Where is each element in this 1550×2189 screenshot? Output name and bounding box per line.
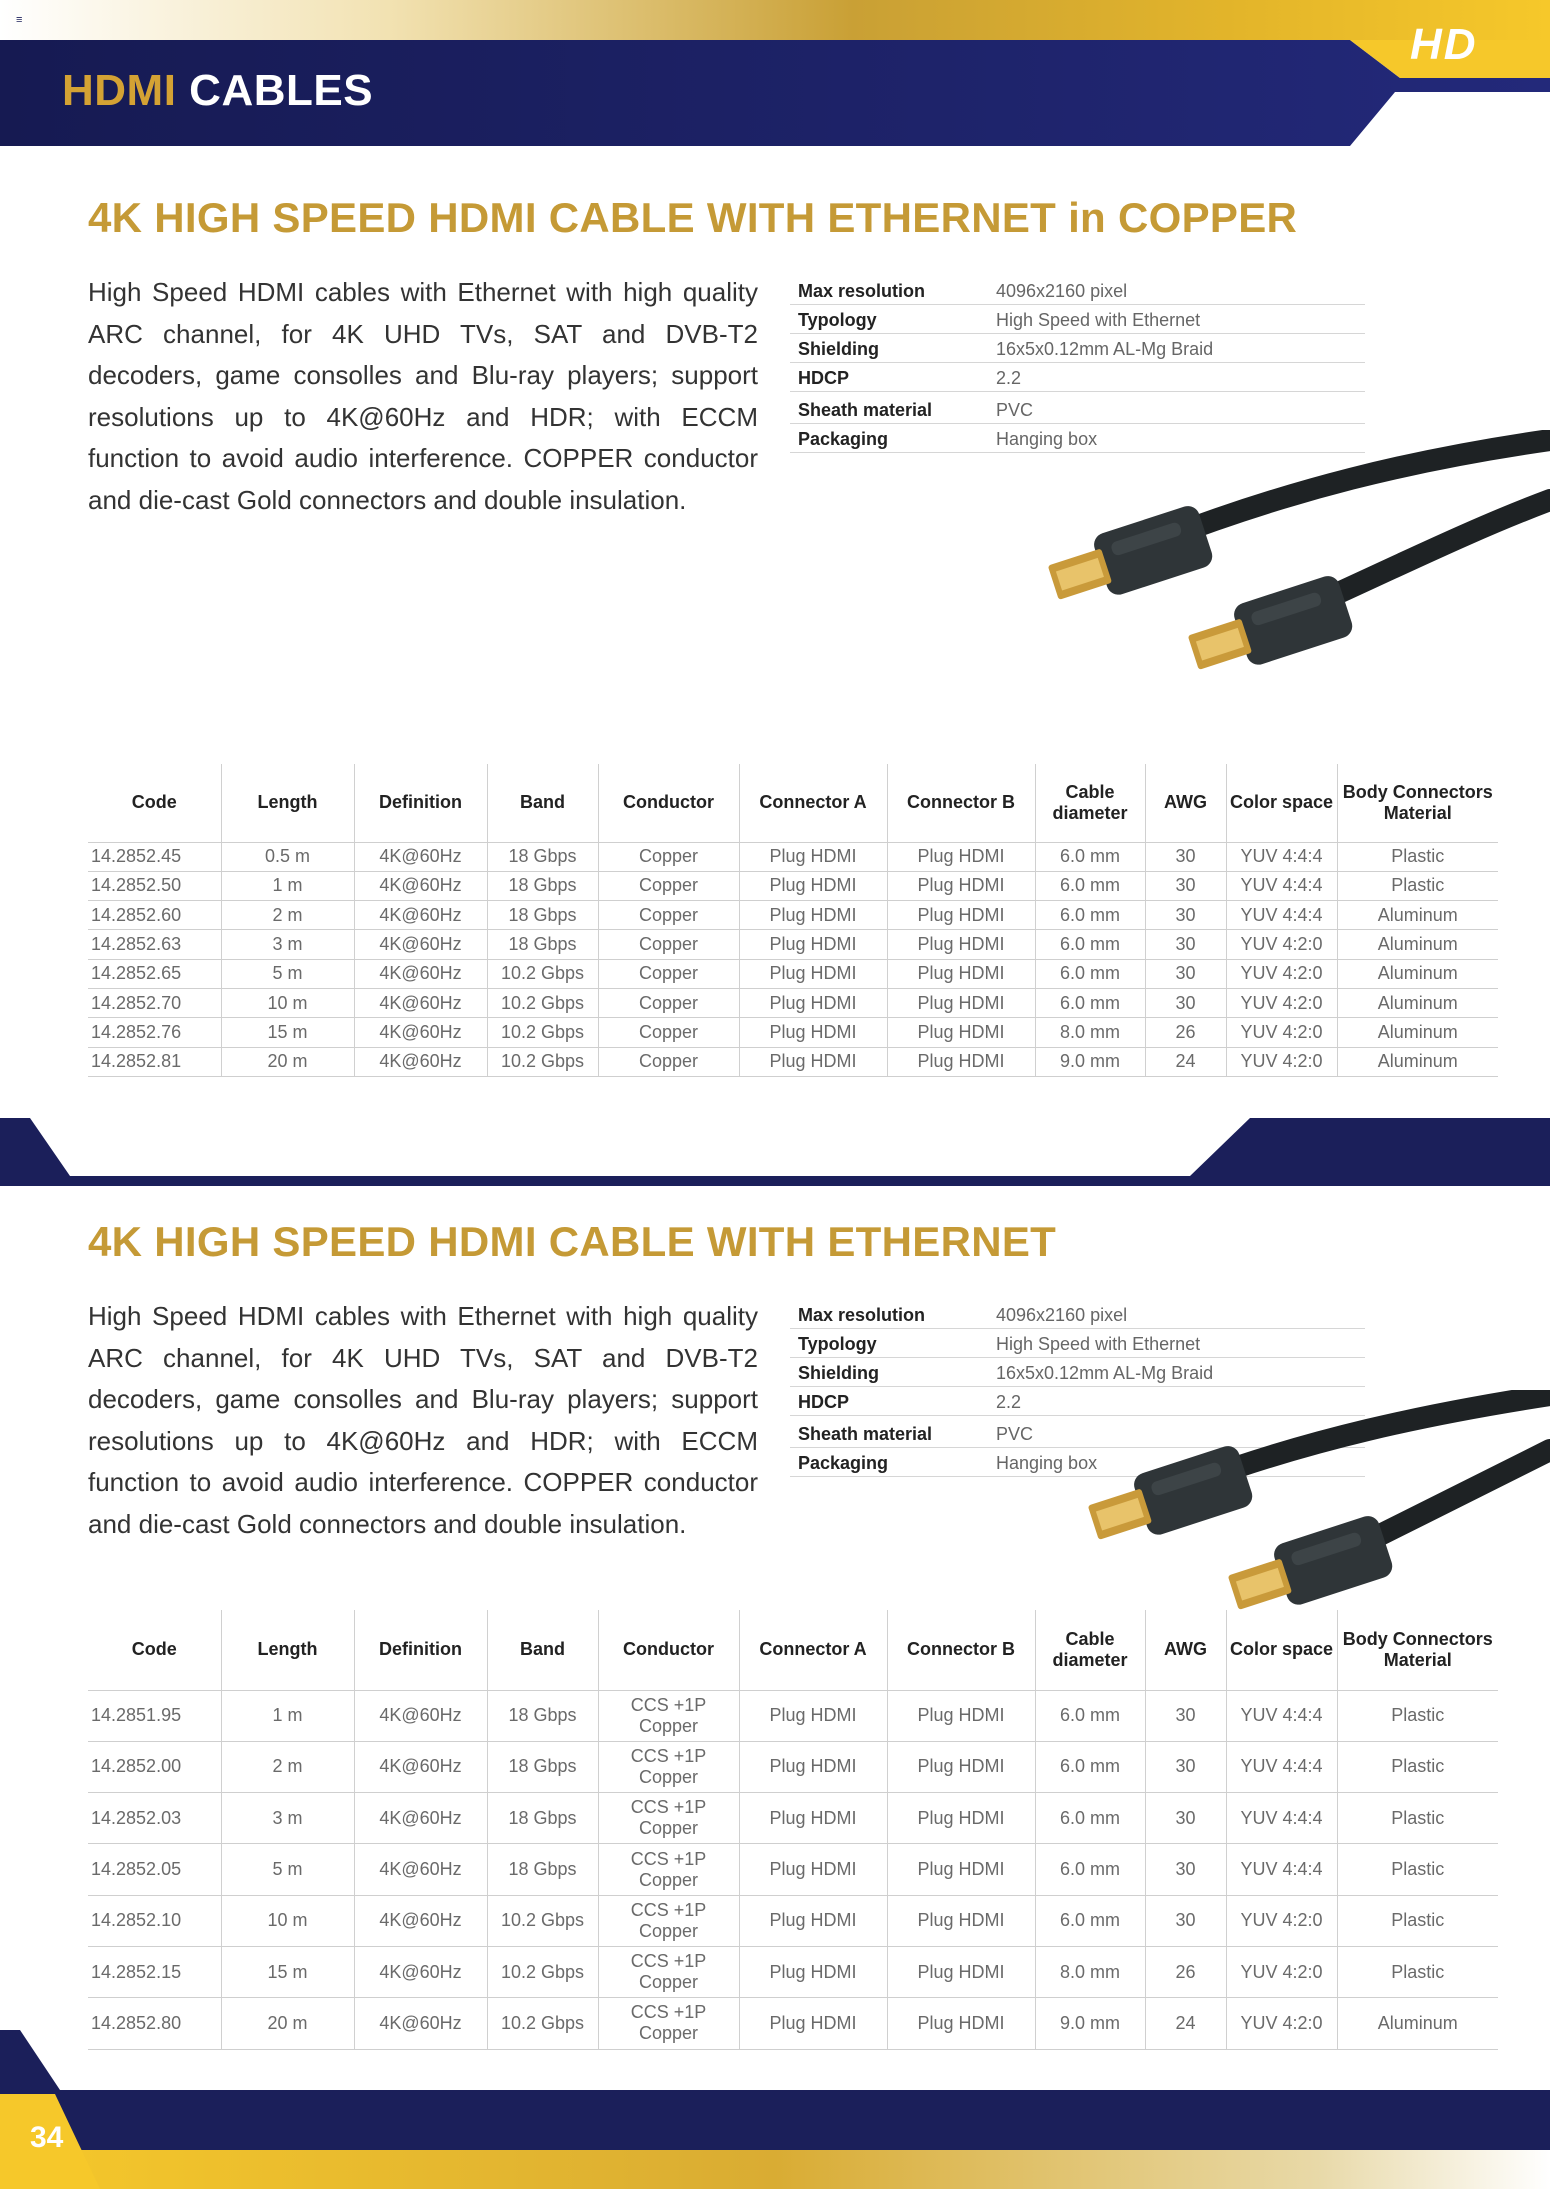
table-cell: 6.0 mm xyxy=(1035,901,1145,930)
table-cell: 14.2852.05 xyxy=(88,1844,221,1895)
table-cell: Plug HDMI xyxy=(739,1047,887,1076)
table-cell: 10.2 Gbps xyxy=(487,959,598,988)
column-header: Body Connectors Material xyxy=(1337,764,1498,842)
section-divider xyxy=(0,1118,1550,1186)
table-cell: 18 Gbps xyxy=(487,871,598,900)
table-cell: 10 m xyxy=(221,1895,354,1946)
table-cell: Plug HDMI xyxy=(739,1844,887,1895)
table-cell: 6.0 mm xyxy=(1035,1690,1145,1741)
spec-key: Shielding xyxy=(798,1363,879,1383)
table-cell: Plug HDMI xyxy=(739,871,887,900)
table-cell: 4K@60Hz xyxy=(354,988,487,1017)
table-cell: 30 xyxy=(1145,1895,1226,1946)
table-cell: 6.0 mm xyxy=(1035,988,1145,1017)
table-cell: 6.0 mm xyxy=(1035,1895,1145,1946)
table-cell: YUV 4:4:4 xyxy=(1226,871,1337,900)
table-cell: Plug HDMI xyxy=(887,1047,1035,1076)
table-cell: 5 m xyxy=(221,959,354,988)
product-description: High Speed HDMI cables with Ethernet with high quality ARC channel, for 4K UHD TVs, SAT and DVB-T2 decoders, game consolles and Blu-ray players; support resolutions up to 4K@60Hz and HDR; with ECCM function to avoid audio interference. COPPER conductor and die-cast Gold connectors and double insulation. xyxy=(88,277,758,515)
column-header: Cable diameter xyxy=(1035,1610,1145,1690)
table-cell: Aluminum xyxy=(1337,988,1498,1017)
spec-value: 4096x2160 pixel xyxy=(996,281,1128,301)
table-cell: 14.2852.45 xyxy=(88,842,221,871)
table-cell: YUV 4:2:0 xyxy=(1226,1946,1337,1997)
spec-value: 2.2 xyxy=(996,1392,1022,1412)
spec-row xyxy=(790,1329,1365,1358)
table-cell: 0.5 m xyxy=(221,842,354,871)
column-header: AWG xyxy=(1145,1610,1226,1690)
column-header: AWG xyxy=(1145,764,1226,842)
section-title: 4K HIGH SPEED HDMI CABLE WITH ETHERNET in COPPER xyxy=(88,194,1298,241)
spec-key: Typology xyxy=(798,1334,877,1354)
table-cell: 6.0 mm xyxy=(1035,871,1145,900)
table-cell: Copper xyxy=(598,959,739,988)
table-cell: 4K@60Hz xyxy=(354,1793,487,1844)
table-cell: Plug HDMI xyxy=(887,871,1035,900)
table-cell: 14.2852.81 xyxy=(88,1047,221,1076)
table-cell: Plug HDMI xyxy=(739,930,887,959)
table-cell: 26 xyxy=(1145,1946,1226,1997)
table-cell: 14.2852.80 xyxy=(88,1998,221,2049)
table-cell: 20 m xyxy=(221,1998,354,2049)
table-cell: Plastic xyxy=(1337,1844,1498,1895)
hdmi-cable-image xyxy=(1030,430,1550,670)
table-cell: 6.0 mm xyxy=(1035,1793,1145,1844)
table-row xyxy=(88,871,1498,900)
table-cell: Copper xyxy=(598,930,739,959)
table-cell: 10.2 Gbps xyxy=(487,1895,598,1946)
table-cell: 6.0 mm xyxy=(1035,1844,1145,1895)
spec-key: HDCP xyxy=(798,368,850,388)
table-cell: 18 Gbps xyxy=(487,842,598,871)
table-cell: Plastic xyxy=(1337,1741,1498,1792)
table-cell: 14.2852.70 xyxy=(88,988,221,1017)
table-cell: YUV 4:4:4 xyxy=(1226,1741,1337,1792)
spec-key: Shielding xyxy=(798,339,879,359)
spec-list xyxy=(790,276,1365,453)
table-cell: 10.2 Gbps xyxy=(487,1946,598,1997)
column-header: Length xyxy=(221,764,354,842)
column-header: Conductor xyxy=(598,764,739,842)
table-cell: Copper xyxy=(598,1047,739,1076)
spec-value: Hanging box xyxy=(996,1453,1098,1473)
table-cell: Plug HDMI xyxy=(887,1946,1035,1997)
table-cell: 30 xyxy=(1145,959,1226,988)
table-row xyxy=(88,1047,1498,1076)
table-cell: 10 m xyxy=(221,988,354,1017)
table-cell: 30 xyxy=(1145,1793,1226,1844)
table-cell: Aluminum xyxy=(1337,930,1498,959)
table-cell: CCS +1P Copper xyxy=(598,1690,739,1741)
table-cell: 8.0 mm xyxy=(1035,1946,1145,1997)
table-cell: CCS +1P Copper xyxy=(598,1844,739,1895)
column-header: Length xyxy=(221,1610,354,1690)
table-cell: Plug HDMI xyxy=(887,1844,1035,1895)
table-cell: YUV 4:4:4 xyxy=(1226,1793,1337,1844)
table-cell: 30 xyxy=(1145,1844,1226,1895)
table-cell: 14.2852.50 xyxy=(88,871,221,900)
table-cell: 4K@60Hz xyxy=(354,901,487,930)
table-cell: YUV 4:4:4 xyxy=(1226,1844,1337,1895)
table-cell: YUV 4:2:0 xyxy=(1226,930,1337,959)
column-header: Conductor xyxy=(598,1610,739,1690)
table-cell: 18 Gbps xyxy=(487,1844,598,1895)
table-cell: CCS +1P Copper xyxy=(598,1998,739,2049)
table-cell: 4K@60Hz xyxy=(354,1690,487,1741)
table-cell: 10.2 Gbps xyxy=(487,1018,598,1047)
table-row xyxy=(88,1895,1498,1946)
top-gold-band xyxy=(0,0,1550,40)
table-cell: 6.0 mm xyxy=(1035,1741,1145,1792)
spec-value: Hanging box xyxy=(996,429,1098,449)
table-cell: Plastic xyxy=(1337,1895,1498,1946)
table-cell: 4K@60Hz xyxy=(354,1844,487,1895)
table-cell: Copper xyxy=(598,901,739,930)
column-header: Connector B xyxy=(887,764,1035,842)
table-cell: Aluminum xyxy=(1337,1998,1498,2049)
table-cell: 14.2852.00 xyxy=(88,1741,221,1792)
spec-value: 4096x2160 pixel xyxy=(996,1305,1128,1325)
section-title: 4K HIGH SPEED HDMI CABLE WITH ETHERNET xyxy=(88,1218,1057,1265)
spec-row xyxy=(790,305,1365,334)
table-body xyxy=(88,1690,1498,2049)
table-cell: 15 m xyxy=(221,1946,354,1997)
spec-key: Packaging xyxy=(798,1453,889,1473)
table-cell: Plug HDMI xyxy=(739,1793,887,1844)
spec-row xyxy=(790,276,1365,305)
spec-row xyxy=(790,363,1365,392)
table-cell: CCS +1P Copper xyxy=(598,1946,739,1997)
column-header: Color space xyxy=(1226,1610,1337,1690)
page-title xyxy=(62,66,373,116)
table-row xyxy=(88,1946,1498,1997)
spec-key: Packaging xyxy=(798,429,889,449)
table-cell: 10.2 Gbps xyxy=(487,1998,598,2049)
table-cell: Plug HDMI xyxy=(887,988,1035,1017)
table-cell: Plug HDMI xyxy=(739,901,887,930)
table-cell: Plug HDMI xyxy=(887,1690,1035,1741)
spec-key: Sheath material xyxy=(798,1424,933,1444)
table-cell: YUV 4:2:0 xyxy=(1226,1895,1337,1946)
column-header: Code xyxy=(88,1610,221,1690)
hdmi-cable-image xyxy=(1060,1390,1550,1620)
table-header-row xyxy=(88,764,1498,842)
table-cell: 14.2852.65 xyxy=(88,959,221,988)
table-cell: Plug HDMI xyxy=(739,1018,887,1047)
table-cell: CCS +1P Copper xyxy=(598,1741,739,1792)
hd-logo: HD xyxy=(1410,20,1478,69)
table-cell: 18 Gbps xyxy=(487,1690,598,1741)
table-cell: 10.2 Gbps xyxy=(487,988,598,1017)
table-row xyxy=(88,1741,1498,1792)
table-cell: Copper xyxy=(598,871,739,900)
table-cell: 4K@60Hz xyxy=(354,930,487,959)
table-cell: Plug HDMI xyxy=(887,901,1035,930)
table-cell: 3 m xyxy=(221,930,354,959)
table-cell: Plug HDMI xyxy=(739,1690,887,1741)
table-cell: 2 m xyxy=(221,1741,354,1792)
spec-key: Typology xyxy=(798,310,877,330)
table-cell: Plastic xyxy=(1337,871,1498,900)
table-cell: 30 xyxy=(1145,988,1226,1017)
table-header-row xyxy=(88,1610,1498,1690)
table-cell: Plug HDMI xyxy=(887,1998,1035,2049)
table-cell: Plug HDMI xyxy=(887,1018,1035,1047)
table-cell: 18 Gbps xyxy=(487,901,598,930)
table-cell: 6.0 mm xyxy=(1035,842,1145,871)
column-header: Cable diameter xyxy=(1035,764,1145,842)
table-cell: 2 m xyxy=(221,901,354,930)
table-cell: Plug HDMI xyxy=(739,959,887,988)
table-cell: 8.0 mm xyxy=(1035,1018,1145,1047)
table-cell: 26 xyxy=(1145,1018,1226,1047)
table-cell: 4K@60Hz xyxy=(354,871,487,900)
spec-value: 2.2 xyxy=(996,368,1022,388)
table-row xyxy=(88,930,1498,959)
table-cell: 9.0 mm xyxy=(1035,1998,1145,2049)
column-header: Band xyxy=(487,764,598,842)
table-cell: Plug HDMI xyxy=(739,1946,887,1997)
column-header: Connector B xyxy=(887,1610,1035,1690)
table-cell: Aluminum xyxy=(1337,901,1498,930)
table-cell: YUV 4:4:4 xyxy=(1226,1690,1337,1741)
table-cell: 4K@60Hz xyxy=(354,1741,487,1792)
spec-value: High Speed with Ethernet xyxy=(996,1334,1201,1354)
table-cell: YUV 4:2:0 xyxy=(1226,1047,1337,1076)
table-cell: 4K@60Hz xyxy=(354,842,487,871)
table-cell: Aluminum xyxy=(1337,959,1498,988)
table-cell: 4K@60Hz xyxy=(354,1946,487,1997)
spec-key: Max resolution xyxy=(798,281,926,301)
table-cell: 4K@60Hz xyxy=(354,1998,487,2049)
table-row xyxy=(88,901,1498,930)
column-header: Code xyxy=(88,764,221,842)
table-cell: CCS +1P Copper xyxy=(598,1895,739,1946)
table-cell: Plug HDMI xyxy=(887,1741,1035,1792)
spec-row xyxy=(790,334,1365,363)
table-cell: 14.2852.76 xyxy=(88,1018,221,1047)
table-cell: Copper xyxy=(598,842,739,871)
spec-key: HDCP xyxy=(798,1392,850,1412)
table-cell: 6.0 mm xyxy=(1035,959,1145,988)
spec-key: Max resolution xyxy=(798,1305,926,1325)
table-cell: YUV 4:4:4 xyxy=(1226,842,1337,871)
table-row xyxy=(88,1690,1498,1741)
table-cell: 18 Gbps xyxy=(487,930,598,959)
table-cell: 15 m xyxy=(221,1018,354,1047)
table-cell: 30 xyxy=(1145,1741,1226,1792)
table-body xyxy=(88,842,1498,1076)
spec-row xyxy=(790,1300,1365,1329)
table-cell: Plastic xyxy=(1337,842,1498,871)
table-row xyxy=(88,959,1498,988)
table-cell: 30 xyxy=(1145,930,1226,959)
table-cell: YUV 4:2:0 xyxy=(1226,1018,1337,1047)
table-cell: Plastic xyxy=(1337,1946,1498,1997)
table-cell: Aluminum xyxy=(1337,1018,1498,1047)
table-cell: 14.2852.10 xyxy=(88,1895,221,1946)
table-cell: 24 xyxy=(1145,1047,1226,1076)
spec-row xyxy=(790,1358,1365,1387)
spec-row xyxy=(790,392,1365,424)
table-cell: 30 xyxy=(1145,901,1226,930)
table-cell: YUV 4:2:0 xyxy=(1226,959,1337,988)
table-cell: 10.2 Gbps xyxy=(487,1047,598,1076)
table-row xyxy=(88,1793,1498,1844)
table-cell: 30 xyxy=(1145,1690,1226,1741)
column-header: Body Connectors Material xyxy=(1337,1610,1498,1690)
table-cell: Plug HDMI xyxy=(887,842,1035,871)
column-header: Band xyxy=(487,1610,598,1690)
table-cell: CCS +1P Copper xyxy=(598,1793,739,1844)
spec-value: PVC xyxy=(996,1424,1034,1444)
table-cell: Plug HDMI xyxy=(739,1895,887,1946)
spec-value: 16x5x0.12mm AL-Mg Braid xyxy=(996,1363,1214,1383)
table-cell: YUV 4:4:4 xyxy=(1226,901,1337,930)
page-title-accent: HDMI xyxy=(62,66,177,115)
product-table xyxy=(88,764,1498,1077)
table-cell: Aluminum xyxy=(1337,1047,1498,1076)
table-cell: Plug HDMI xyxy=(739,842,887,871)
table-cell: Plug HDMI xyxy=(887,930,1035,959)
table-cell: 24 xyxy=(1145,1998,1226,2049)
table-cell: 14.2852.60 xyxy=(88,901,221,930)
table-cell: 18 Gbps xyxy=(487,1793,598,1844)
table-cell: 18 Gbps xyxy=(487,1741,598,1792)
table-cell: 1 m xyxy=(221,1690,354,1741)
corner-mark: ≡ xyxy=(16,14,23,26)
column-header: Definition xyxy=(354,764,487,842)
table-cell: YUV 4:2:0 xyxy=(1226,1998,1337,2049)
page-title-main: CABLES xyxy=(189,66,374,115)
table-cell: 20 m xyxy=(221,1047,354,1076)
table-cell: 4K@60Hz xyxy=(354,1018,487,1047)
table-cell: Plug HDMI xyxy=(739,1741,887,1792)
column-header: Connector A xyxy=(739,1610,887,1690)
table-row xyxy=(88,842,1498,871)
table-cell: 4K@60Hz xyxy=(354,1895,487,1946)
table-cell: 14.2852.15 xyxy=(88,1946,221,1997)
table-cell: 4K@60Hz xyxy=(354,959,487,988)
table-cell: YUV 4:2:0 xyxy=(1226,988,1337,1017)
table-cell: 1 m xyxy=(221,871,354,900)
table-cell: 14.2852.63 xyxy=(88,930,221,959)
table-cell: 3 m xyxy=(221,1793,354,1844)
table-cell: Plug HDMI xyxy=(739,988,887,1017)
column-header: Color space xyxy=(1226,764,1337,842)
page-number: 34 xyxy=(30,2121,64,2154)
table-row xyxy=(88,1018,1498,1047)
table-cell: Copper xyxy=(598,1018,739,1047)
table-cell: 5 m xyxy=(221,1844,354,1895)
footer-band xyxy=(0,2030,1550,2189)
table-cell: 30 xyxy=(1145,871,1226,900)
spec-key: Sheath material xyxy=(798,400,933,420)
table-row xyxy=(88,988,1498,1017)
table-cell: 4K@60Hz xyxy=(354,1047,487,1076)
column-header: Definition xyxy=(354,1610,487,1690)
table-cell: Plug HDMI xyxy=(887,959,1035,988)
spec-value: PVC xyxy=(996,400,1034,420)
product-table xyxy=(88,1610,1498,2050)
spec-value: High Speed with Ethernet xyxy=(996,310,1201,330)
table-cell: Plug HDMI xyxy=(887,1793,1035,1844)
table-row xyxy=(88,1844,1498,1895)
table-cell: 14.2852.03 xyxy=(88,1793,221,1844)
table-cell: Plastic xyxy=(1337,1793,1498,1844)
table-cell: Plastic xyxy=(1337,1690,1498,1741)
table-cell: Copper xyxy=(598,988,739,1017)
table-cell: 14.2851.95 xyxy=(88,1690,221,1741)
column-header: Connector A xyxy=(739,764,887,842)
spec-value: 16x5x0.12mm AL-Mg Braid xyxy=(996,339,1214,359)
table-cell: 30 xyxy=(1145,842,1226,871)
table-cell: 9.0 mm xyxy=(1035,1047,1145,1076)
table-cell: 6.0 mm xyxy=(1035,930,1145,959)
table-cell: Plug HDMI xyxy=(887,1895,1035,1946)
product-description: High Speed HDMI cables with Ethernet with high quality ARC channel, for 4K UHD TVs, SAT and DVB-T2 decoders, game consolles and Blu-ray players; support resolutions up to 4K@60Hz and HDR; with ECCM function to avoid audio interference. COPPER conductor and die-cast Gold connectors and double insulation. xyxy=(88,1301,758,1539)
table-cell: Plug HDMI xyxy=(739,1998,887,2049)
